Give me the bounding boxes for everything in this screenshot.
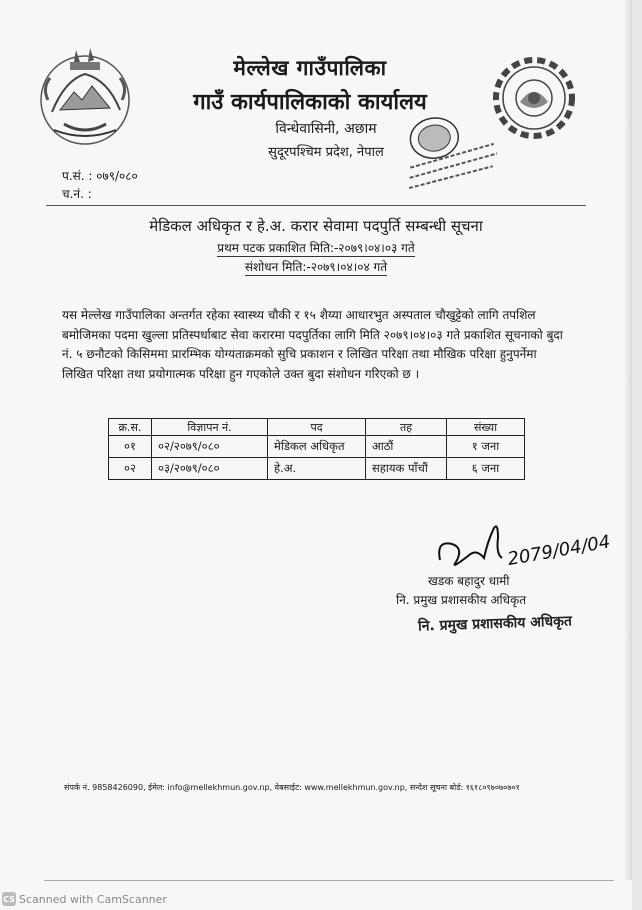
cell-serial: ०२ [109,458,152,480]
office-name: गाउँ कार्यपालिकाको कार्यालय [193,90,427,115]
first-published-date: प्रथम पटक प्रकाशित मिति:-२०७९।०४।०३ गते [217,241,415,255]
camscanner-label: Scanned with CamScanner [19,892,167,906]
footer-contact: संपर्क नं. 9858426090, ईमेल: info@mellekhmun.gov.np, वेबसाईट: www.mellekhmun.gov.np, सन्देश सूचना बोर्ड: १६१८०९७०७०७०१ [64,783,520,792]
table-header-row [109,419,525,436]
cell-count: ६ जना [447,458,525,480]
handwritten-signature-icon [428,518,612,578]
cell-advert-no: ०२/२०७९/०८० [152,436,268,458]
col-serial: क्र.स. [109,419,152,436]
municipality-name: मेल्लेख गाउँपालिका [233,56,387,80]
cell-post: हे.अ. [268,458,366,480]
letter-reference-number: प.सं. : ०७९/०८० [62,169,138,183]
designation-stamp: नि. प्रमुख प्रशासकीय अधिकृत [417,613,573,635]
col-count: संख्या [447,419,525,436]
dispatch-number: च.नं. : [62,187,92,201]
office-province: सुदूरपश्चिम प्रदेश, नेपाल [268,145,384,160]
header-divider [46,205,586,206]
col-post: पद [268,419,366,436]
table-row [109,458,525,480]
cell-serial: ०१ [109,436,152,458]
notice-body: यस मेल्लेख गाउँपालिका अन्तर्गत रहेका स्वास्थ्य चौकी र १५ शैय्या आधारभुत अस्पताल चौखुट्टेको लागि तपशिल बमोजिमका पदमा खुल्ला प्रतिस्पर्धाबाट सेवा करारमा पदपुर्तिका लागि मिति २०७९।०४।०३ गते प्रकाशित सूचनाको बुदा नं. ५ छनौटको किसिममा प्रारम्भिक योग्यताक्रमको सुचि प्रकाशन र लिखित परिक्षा तथा मौखिक परिक्षा हुनुपर्नेमा लिखित परिक्षा तथा प्रयोगात्मक परिक्षा हुन गएकोले उक्त बुदा संशोधन गरिएको छ । [62,308,563,381]
svg-text:2079/04/04: 2079/04/04 [506,531,612,571]
signer-name: खडक बहादुर धामी [428,574,510,588]
signer-title: नि. प्रमुख प्रशासकीय अधिकृत [396,593,527,607]
vacancy-table [108,418,525,480]
table-row [109,436,525,458]
cell-count: १ जना [447,436,525,458]
office-location: विन्धेवासिनी, अछाम [275,121,377,137]
cell-level: आठौं [366,436,447,458]
cell-advert-no: ०३/२०७९/०८० [152,458,268,480]
camscanner-logo-icon: CS [2,892,16,906]
cell-post: मेडिकल अधिकृत [268,436,366,458]
notice-title: मेडिकल अधिकृत र हे.अ. करार सेवामा पदपुर्ति सम्बन्धी सूचना [149,217,483,235]
amendment-date: संशोधन मिति:-२०७९।०४।०४ गते [244,260,388,274]
page-bottom-edge [44,880,614,881]
col-level: तह [366,419,447,436]
col-advert-no: विज्ञापन नं. [152,419,268,436]
cell-level: सहायक पाँचौं [366,458,447,480]
camscanner-watermark [2,892,167,906]
